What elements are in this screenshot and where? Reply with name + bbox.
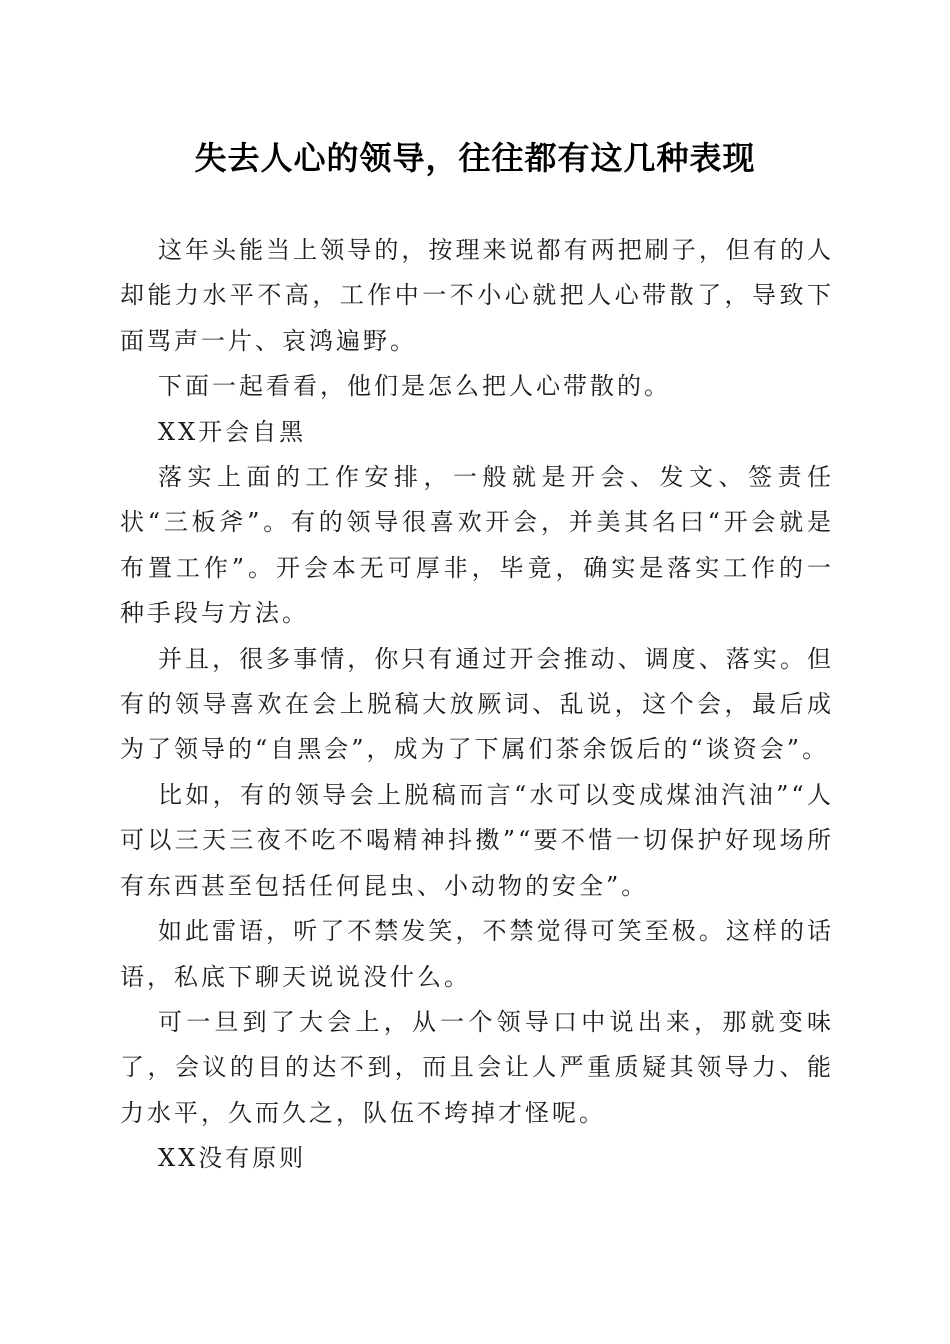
paragraph-intro: 这年头能当上领导的，按理来说都有两把刷子，但有的人却能力水平不高，工作中一不小心就把人心带散了，导致下面骂声一片、哀鸿遍野。 [120,236,834,355]
paragraph-lead: 下面一起看看，他们是怎么把人心带散的。 [158,372,671,401]
paragraph: 比如，有的领导会上脱稿而言“水可以变成煤油汽油”“人可以三天三夜不吃不喝精神抖擞”“要不惜一切保护好现场所有东西甚至包括任何昆虫、小动物的安全”。 [120,780,834,900]
paragraph: 并且，很多事情，你只有通过开会推动、调度、落实。但有的领导喜欢在会上脱稿大放厥词、乱说，这个会，最后成为了领导的“自黑会”，成为了下属们茶余饭后的“谈资会”。 [120,644,834,764]
section-heading-principle: XX没有原则 [158,1144,307,1173]
paragraph: 可一旦到了大会上，从一个领导口中说出来，那就变味了，会议的目的达不到，而且会让人严重质疑其领导力、能力水平，久而久之，队伍不垮掉才怪呢。 [120,1007,834,1127]
paragraph: 落实上面的工作安排，一般就是开会、发文、签责任状“三板斧”。有的领导很喜欢开会，并美其名曰“开会就是布置工作”。开会本无可厚非，毕竟，确实是落实工作的一种手段与方法。 [120,463,834,628]
section-heading-meeting: XX开会自黑 [158,417,307,446]
document-body [120,228,834,1182]
document-title: 失去人心的领导，往往都有这几种表现 [194,139,756,177]
paragraph: 如此雷语，听了不禁发笑，不禁觉得可笑至极。这样的话语，私底下聊天说说没什么。 [120,917,834,991]
